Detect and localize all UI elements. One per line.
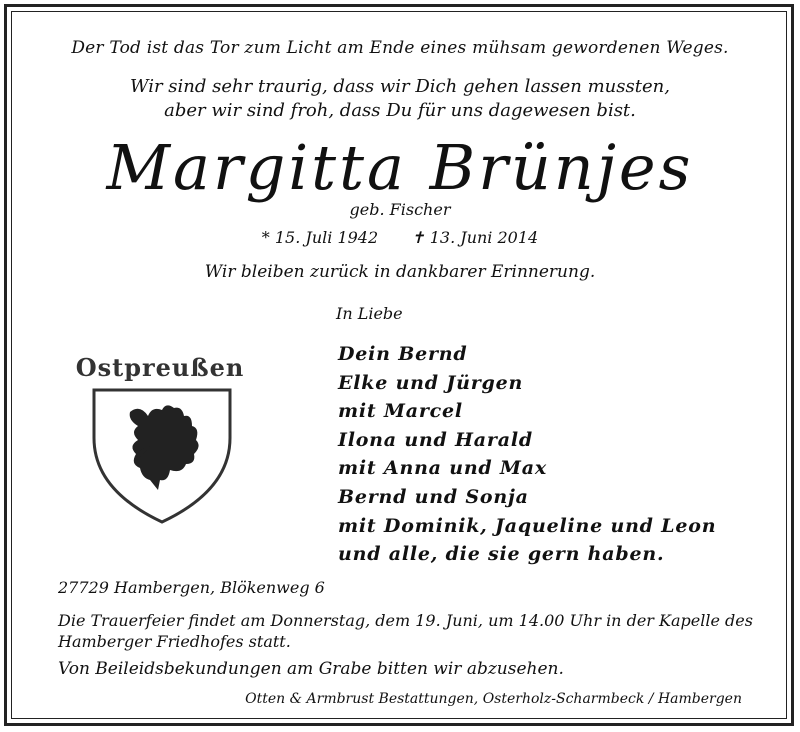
- service-info: Die Trauerfeier findet am Donnerstag, dem 19. Juni, um 14.00 Uhr in der Kapelle des Hamberger Friedhofes statt.: [58, 611, 753, 651]
- funeral-home: Otten & Armbrust Bestattungen, Osterholz-Scharmbeck / Hambergen: [245, 691, 742, 707]
- life-dates: [0, 228, 800, 247]
- family-line: Bernd und Sonja: [338, 485, 529, 508]
- motto-line-3: aber wir sind froh, dass Du für uns dagewesen bist.: [164, 100, 636, 121]
- family-line: mit Dominik, Jaqueline und Leon: [338, 514, 717, 537]
- in-liebe-label: In Liebe: [336, 304, 403, 323]
- birth-date: * 15. Juli 1942: [261, 228, 379, 247]
- family-line: mit Marcel: [338, 400, 463, 423]
- condolence-note: Von Beileidsbekundungen am Grabe bitten wir abzusehen.: [58, 659, 564, 679]
- family-line: und alle, die sie gern haben.: [338, 543, 665, 566]
- family-line: Dein Bernd: [338, 343, 468, 365]
- crest-title: Ostpreußen: [75, 353, 245, 382]
- motto-line-1: Der Tod ist das Tor zum Licht am Ende eines mühsam gewordenen Weges.: [71, 38, 729, 58]
- birth-name: geb. Fischer: [349, 200, 451, 219]
- address: 27729 Hambergen, Blökenweg 6: [58, 578, 325, 597]
- family-line: mit Anna und Max: [338, 457, 548, 480]
- family-line: Elke und Jürgen: [338, 371, 524, 394]
- eagle-crest-icon: [72, 350, 252, 525]
- death-date: ✝ 13. Juni 2014: [411, 228, 539, 247]
- deceased-name: Margitta Brünjes: [106, 131, 694, 204]
- family-line: Ilona und Harald: [338, 428, 533, 451]
- motto-line-2: Wir sind sehr traurig, dass wir Dich gehen lassen mussten,: [130, 76, 670, 97]
- remembrance-line: Wir bleiben zurück in dankbarer Erinnerung.: [204, 262, 596, 282]
- family-list: [338, 340, 716, 569]
